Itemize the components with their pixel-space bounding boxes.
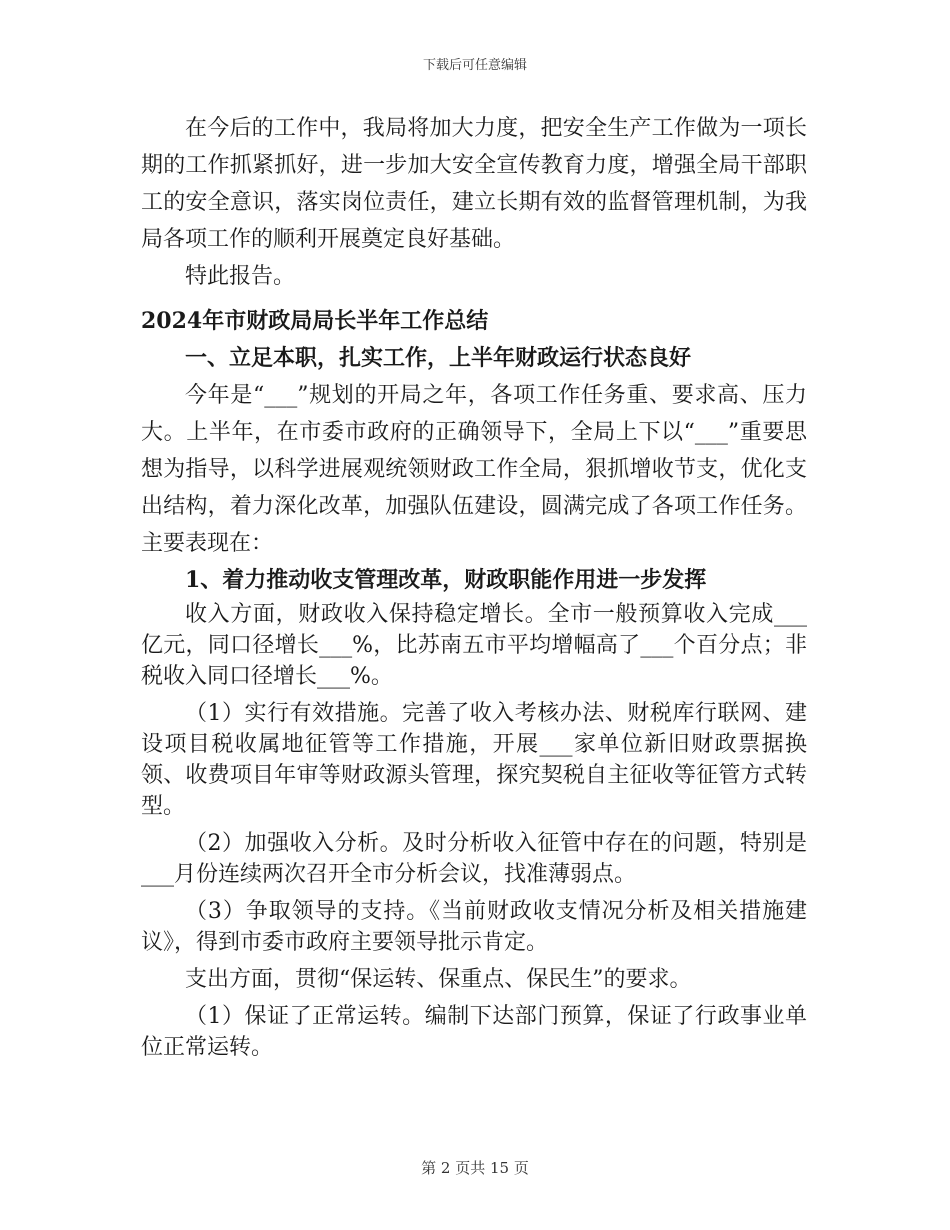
paragraph-overview: 今年是“___”规划的开局之年，各项工作任务重、要求高、压力大。上半年，在市委市政府的正确领导下，全局上下以“___”重要思想为指导，以科学进展观统领财政工作全局，狠抓增收节支，优化支出结构，着力深化改革，加强队伍建设，圆满完成了各项工作任务。主要表现在： [141, 383, 807, 556]
page-footer: 第 2 页共 15 页 [421, 1159, 529, 1177]
paragraph-measure-3: （3）争取领导的支持。《当前财政收支情况分析及相关措施建议》，得到市委市政府主要领导批示肯定。 [141, 899, 807, 955]
paragraph-expenditure-1: （1）保证了正常运转。编制下达部门预算，保证了行政事业单位正常运转。 [141, 1004, 807, 1060]
paragraph-closing-plan: 在今后的工作中，我局将加大力度，把安全生产工作做为一项长期的工作抓紧抓好，进一步加大安全宣传教育力度，增强全局干部职工的安全意识，落实岗位责任，建立长期有效的监督管理机制，为我局各项工作的顺利开展奠定良好基础。 [141, 116, 807, 252]
page-header: 下载后可任意编辑 [422, 58, 527, 73]
paragraph-measure-2: （2）加强收入分析。及时分析收入征管中存在的问题，特别是___月份连续两次召开全市分析会议，找准薄弱点。 [141, 831, 807, 887]
paragraph-expenditure: 支出方面，贯彻“保运转、保重点、保民生”的要求。 [185, 967, 692, 992]
section-heading-1-1: 1、着力推动收支管理改革，财政职能作用进一步发挥 [185, 567, 707, 593]
paragraph-revenue: 收入方面，财政收入保持稳定增长。全市一般预算收入完成___亿元，同口径增长___%，比苏南五市平均增幅高了___个百分点；非税收入同口径增长___%。 [141, 602, 808, 689]
document-title: 2024年市财政局局长半年工作总结 [141, 308, 489, 334]
document-body [141, 110, 807, 1069]
paragraph-measure-1: （1）实行有效措施。完善了收入考核办法、财税库行联网、建设项目税收属地征管等工作措施，开展___家单位新旧财政票据换领、收费项目年审等财政源头管理，探究契税自主征收等征管方式转型。 [141, 701, 807, 819]
paragraph-report-end: 特此报告。 [185, 264, 296, 289]
section-heading-1: 一、立足本职，扎实工作，上半年财政运行状态良好 [185, 345, 692, 371]
